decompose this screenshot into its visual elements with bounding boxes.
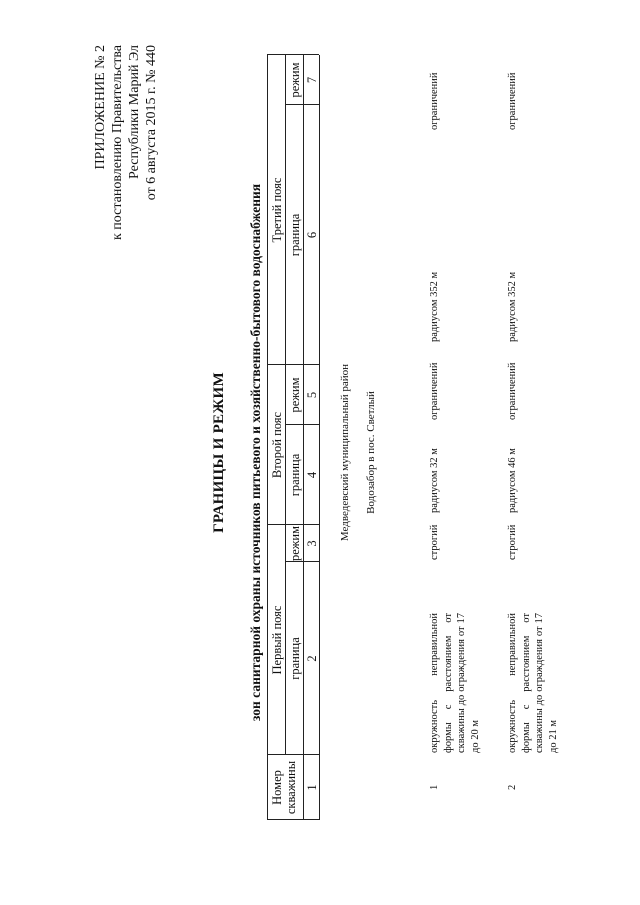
column-number: 1 [305, 784, 319, 791]
column-number: 4 [305, 471, 319, 479]
third-belt-boundary: радиусом 352 м [429, 271, 440, 342]
belt2-regime-header: режим [288, 377, 302, 413]
first-belt-boundary: окружность неправильной формы с расстоянием от скважины до ограждения от 17 до 20 м [429, 613, 481, 753]
third-belt-regime: ограничений [429, 72, 440, 130]
second-belt-regime: ограничений [429, 362, 440, 420]
belt1-boundary-header: граница [288, 637, 302, 680]
water-intake-name: Водозабор в пос. Светлый [365, 391, 377, 514]
first-belt-boundary: окружность неправильной формы с расстоянием от скважины до ограждения от 17 до 21 м [507, 613, 559, 753]
document-subtitle: зон санитарной охраны источников питьевого и хозяйственно-бытового водоснабжения [248, 183, 263, 722]
second-belt-regime: ограничений [507, 362, 518, 420]
document-title: ГРАНИЦЫ И РЕЖИМ [211, 372, 227, 533]
well-number-header: Номер скважины [270, 760, 298, 815]
first-belt-regime: строгий [429, 524, 440, 560]
belt3-regime-header: режим [288, 62, 302, 98]
well-number: 1 [429, 784, 440, 790]
appendix-date: от 6 августа 2015 г. № 440 [144, 45, 159, 201]
appendix-resolution: к постановлению Правительства [110, 45, 125, 241]
belt1-regime-header: режим [288, 525, 302, 562]
appendix-label: ПРИЛОЖЕНИЕ № 2 [93, 45, 108, 170]
appendix-header [92, 45, 160, 265]
second-belt-header: Второй пояс [270, 411, 284, 479]
third-belt-header: Третий пояс [270, 177, 284, 243]
second-belt-boundary: радиусом 32 м [429, 448, 440, 513]
belt2-boundary-header: граница [288, 453, 302, 497]
belt3-boundary-header: граница [288, 213, 302, 257]
column-number: 6 [305, 231, 319, 239]
first-belt-regime: строгий [507, 524, 518, 560]
first-belt-header: Первый пояс [270, 605, 284, 675]
column-number: 7 [305, 76, 319, 84]
third-belt-boundary: радиусом 352 м [507, 271, 518, 342]
third-belt-regime: ограничений [507, 72, 518, 130]
well-number: 2 [507, 784, 518, 790]
column-number: 3 [305, 540, 319, 547]
appendix-republic: Республики Марий Эл [127, 45, 142, 179]
second-belt-boundary: радиусом 46 м [507, 448, 518, 513]
column-number: 5 [305, 391, 319, 399]
column-number: 2 [305, 655, 319, 662]
district-name: Медведевский муниципальный район [339, 363, 351, 542]
